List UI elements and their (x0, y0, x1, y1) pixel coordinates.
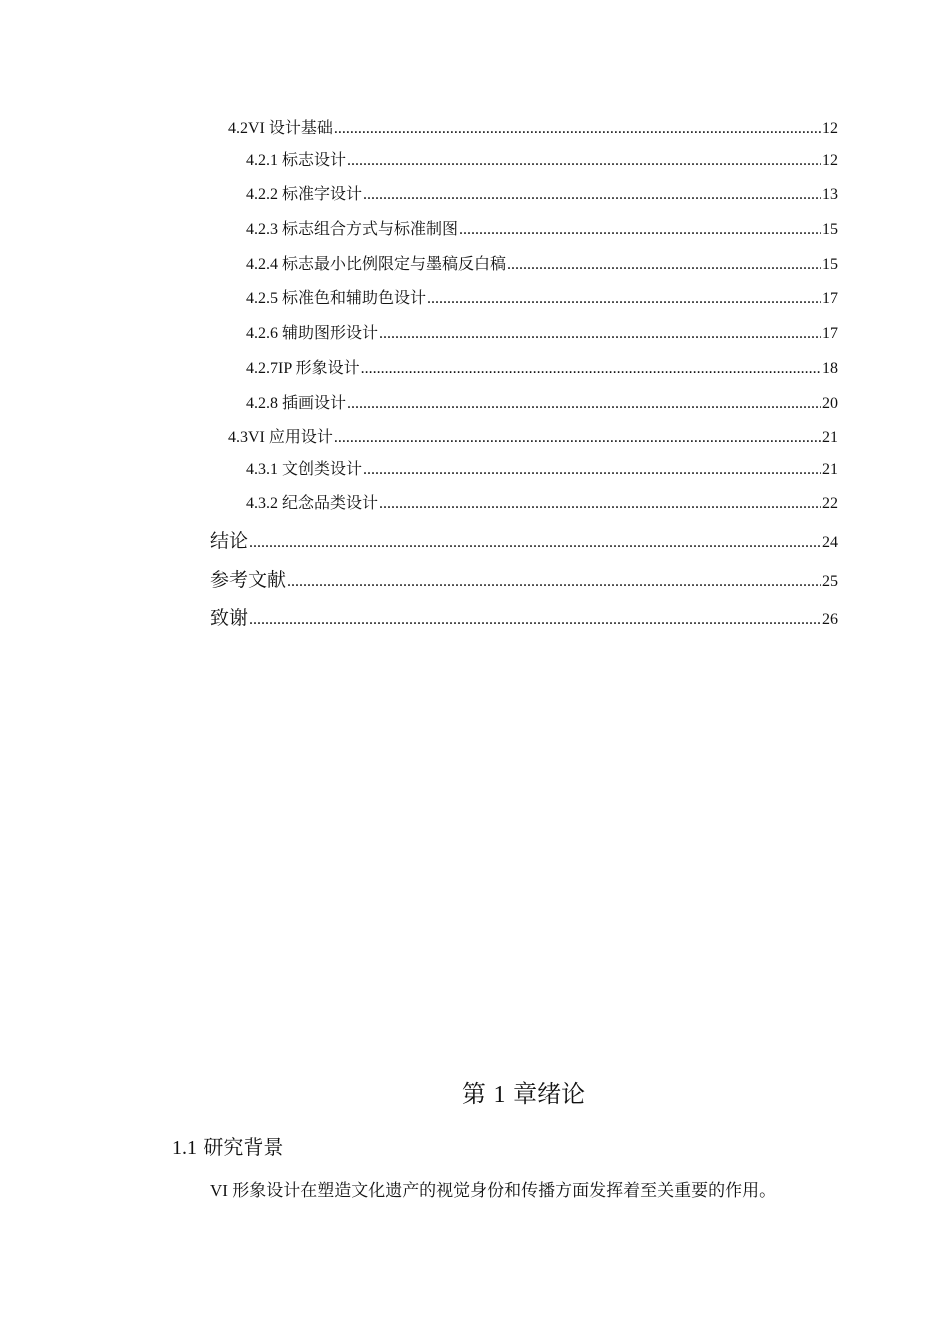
toc-leader-dots (249, 611, 821, 629)
toc-page-number: 18 (822, 360, 838, 377)
toc-leader-dots (363, 461, 821, 479)
toc-leader-dots (459, 221, 821, 239)
toc-leader-dots (361, 360, 821, 378)
toc-entry-label: 4.2VI 设计基础 (228, 120, 333, 137)
toc-entry[interactable] (246, 320, 838, 343)
toc-page-number: 13 (822, 186, 838, 203)
toc-page-number: 24 (822, 534, 838, 551)
toc-entry[interactable] (246, 456, 838, 479)
toc-leader-dots (334, 429, 821, 447)
toc-entry-label: 4.2.4 标志最小比例限定与墨稿反白稿 (246, 256, 507, 273)
toc-leader-dots (363, 186, 821, 204)
toc-entry[interactable] (228, 115, 838, 138)
body-paragraph: VI 形象设计在塑造文化遗产的视觉身份和传播方面发挥着至关重要的作用。 (210, 1181, 777, 1200)
toc-page-number: 22 (822, 495, 838, 512)
toc-entry-label: 致谢 (210, 607, 249, 629)
toc-entry[interactable] (246, 216, 838, 239)
toc-entry[interactable] (246, 390, 838, 413)
toc-entry[interactable] (246, 147, 838, 170)
toc-entry[interactable] (246, 181, 838, 204)
chapter-prefix: 第 (461, 1080, 486, 1108)
toc-leader-dots (347, 152, 821, 170)
toc-entry-label: 参考文献 (210, 569, 287, 591)
toc-page-number: 12 (822, 152, 838, 169)
toc-leader-dots (379, 325, 821, 343)
toc-page-number: 17 (822, 290, 838, 307)
toc-entry-label: 4.2.2 标准字设计 (246, 186, 363, 203)
section-heading (172, 1131, 283, 1160)
toc-leader-dots (334, 120, 821, 138)
toc-page-number: 12 (822, 120, 838, 137)
toc-entry[interactable] (246, 251, 838, 274)
toc-leader-dots (379, 495, 821, 513)
toc-page-number: 21 (822, 429, 838, 446)
toc-entry-label: 4.3.2 纪念品类设计 (246, 495, 379, 512)
toc-leader-dots (507, 256, 821, 274)
toc-entry-label: 4.2.8 插画设计 (246, 395, 347, 412)
toc-leader-dots (249, 534, 821, 552)
chapter-title (0, 1074, 950, 1109)
toc-entry-label: 4.2.7IP 形象设计 (246, 360, 360, 377)
toc-entry[interactable] (246, 355, 838, 378)
toc-entry[interactable] (210, 603, 838, 630)
toc-page-number: 25 (822, 573, 838, 590)
toc-entry-label: 4.3.1 文创类设计 (246, 461, 363, 478)
toc-entry-label: 结论 (210, 530, 249, 552)
toc-page-number: 17 (822, 325, 838, 342)
chapter-suffix: 章绪论 (513, 1080, 586, 1108)
toc-entry[interactable] (210, 565, 838, 592)
chapter-number: 1 (493, 1082, 506, 1108)
section-number: 1.1 (172, 1137, 197, 1159)
toc-page-number: 21 (822, 461, 838, 478)
toc-leader-dots (287, 573, 821, 591)
toc-entry-label: 4.2.1 标志设计 (246, 152, 347, 169)
toc-entry-label: 4.3VI 应用设计 (228, 429, 333, 446)
toc-leader-dots (427, 290, 821, 308)
toc-entry[interactable] (210, 526, 838, 553)
toc-entry[interactable] (246, 285, 838, 308)
toc-entry[interactable] (228, 424, 838, 447)
toc-entry-label: 4.2.6 辅助图形设计 (246, 325, 379, 342)
toc-entry-label: 4.2.5 标准色和辅助色设计 (246, 290, 427, 307)
toc-entry[interactable] (246, 490, 838, 513)
toc-page-number: 20 (822, 395, 838, 412)
toc-leader-dots (347, 395, 821, 413)
toc-page-number: 15 (822, 221, 838, 238)
section-title-text: 研究背景 (203, 1135, 284, 1159)
toc-page-number: 26 (822, 611, 838, 628)
toc-entry-label: 4.2.3 标志组合方式与标准制图 (246, 221, 459, 238)
toc-page-number: 15 (822, 256, 838, 273)
